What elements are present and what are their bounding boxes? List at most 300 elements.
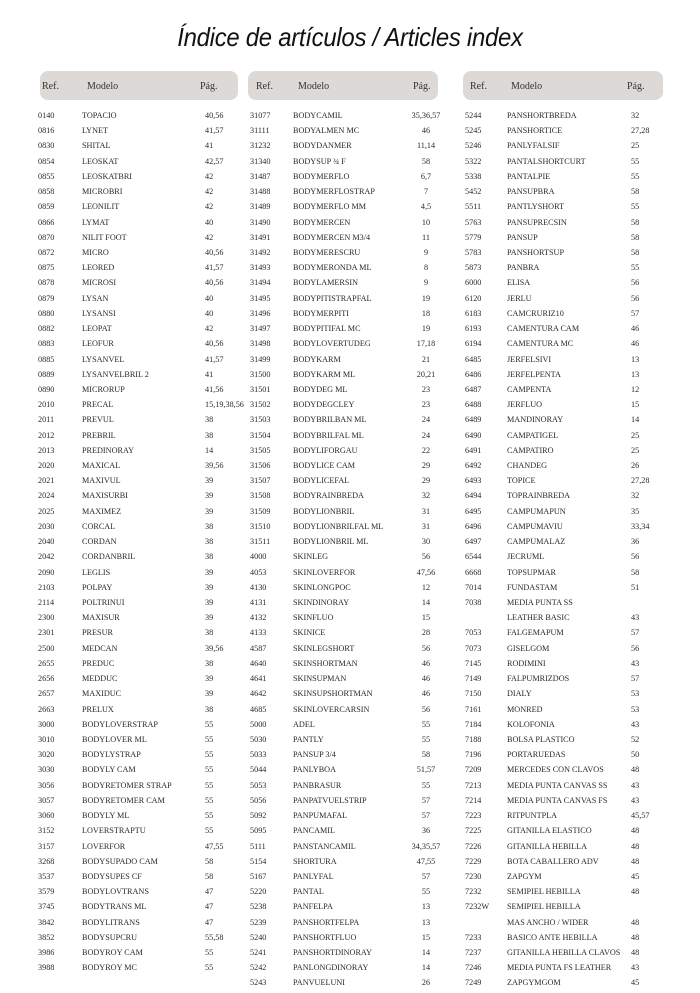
ref-cell: 2042	[38, 552, 55, 562]
ref-cell: 31508	[250, 491, 271, 501]
ref-cell: 2103	[38, 582, 55, 592]
ref-cell: 6487	[465, 384, 482, 394]
ref-cell: 3060	[38, 811, 55, 821]
pag-cell: 38	[205, 521, 214, 531]
pag-cell: 57	[421, 795, 431, 805]
ref-cell: 0830	[38, 141, 55, 151]
index-row	[248, 749, 438, 764]
modelo-cell: PANTLYSHORT	[507, 202, 565, 212]
pag-cell: 30	[421, 537, 431, 547]
index-row	[40, 673, 238, 688]
pag-cell: 43	[631, 963, 640, 973]
pag-cell: 58	[205, 871, 214, 881]
index-row	[463, 521, 663, 536]
pag-cell: 43	[631, 719, 640, 729]
pag-cell: 41	[205, 141, 214, 151]
index-row	[40, 643, 238, 658]
modelo-cell: BOTA CABALLERO ADV	[507, 856, 599, 866]
modelo-cell: LEONILIT	[82, 202, 120, 212]
pag-cell: 55	[205, 750, 214, 760]
modelo-cell: BODYSUPCRU	[82, 932, 138, 942]
index-row	[40, 430, 238, 445]
ref-cell: 2656	[38, 674, 55, 684]
index-row	[248, 262, 438, 277]
index-row	[40, 901, 238, 916]
index-row	[463, 354, 663, 369]
index-row	[40, 354, 238, 369]
ref-cell: 0870	[38, 232, 55, 242]
ref-cell: 6193	[465, 324, 482, 334]
ref-cell: 7213	[465, 780, 482, 790]
index-row	[463, 490, 663, 505]
modelo-cell: PANPUMAFAL	[293, 811, 348, 821]
index-row	[463, 232, 663, 247]
ref-cell: 2657	[38, 689, 55, 699]
index-row	[40, 719, 238, 734]
pag-cell: 51,57	[416, 765, 436, 775]
header-ref: Ref.	[256, 81, 273, 92]
ref-cell: 5220	[250, 887, 267, 897]
index-row	[40, 232, 238, 247]
index-row	[248, 567, 438, 582]
pag-cell: 58	[421, 156, 431, 166]
ref-cell: 0878	[38, 278, 55, 288]
pag-cell: 39	[205, 506, 214, 516]
ref-cell: 0859	[38, 202, 55, 212]
pag-cell: 42	[205, 187, 214, 197]
ref-cell: 3020	[38, 750, 55, 760]
pag-cell: 15	[421, 932, 431, 942]
pag-cell: 55	[205, 826, 214, 836]
modelo-cell: PREDINORAY	[82, 445, 135, 455]
ref-cell: 5763	[465, 217, 482, 227]
index-row	[40, 704, 238, 719]
ref-cell: 5239	[250, 917, 267, 927]
modelo-cell: MAXICAL	[82, 461, 121, 471]
header-pag: Pág.	[627, 81, 645, 92]
index-row	[463, 217, 663, 232]
header-pag: Pág.	[413, 81, 431, 92]
pag-cell: 45	[631, 978, 640, 988]
index-row	[463, 627, 663, 642]
index-row	[40, 856, 238, 871]
index-row	[248, 323, 438, 338]
index-row	[463, 262, 663, 277]
ref-cell: 5783	[465, 247, 482, 257]
index-row	[40, 932, 238, 947]
pag-cell: 9	[423, 247, 429, 257]
ref-cell: 7230	[465, 871, 482, 881]
pag-cell: 38	[205, 537, 214, 547]
pag-cell: 22	[421, 445, 431, 455]
modelo-cell: BODYLIONBRILFAL ML	[293, 521, 384, 531]
pag-cell: 21	[421, 354, 431, 364]
index-row	[463, 932, 663, 947]
pag-cell: 12	[421, 582, 431, 592]
ref-cell: 5245	[465, 126, 482, 136]
pag-cell: 58	[631, 567, 640, 577]
ref-cell: 6668	[465, 567, 482, 577]
ref-cell: 6544	[465, 552, 482, 562]
pag-cell: 10	[421, 217, 431, 227]
index-row	[463, 414, 663, 429]
pag-cell: 58	[421, 750, 431, 760]
ref-cell: 7232	[465, 887, 482, 897]
ref-cell: 2013	[38, 445, 55, 455]
index-row	[248, 551, 438, 566]
index-row	[463, 293, 663, 308]
index-row	[248, 825, 438, 840]
index-row	[248, 962, 438, 977]
index-row	[40, 597, 238, 612]
modelo-cell: SKINLEGSHORT	[293, 643, 355, 653]
modelo-cell: LYSANVELBRIL 2	[82, 369, 149, 379]
index-row	[463, 719, 663, 734]
index-row	[463, 171, 663, 186]
index-row	[40, 551, 238, 566]
index-row	[463, 764, 663, 779]
ref-cell: 31501	[250, 384, 271, 394]
modelo-cell: BODYCAMIL	[293, 111, 343, 120]
header-modelo: Modelo	[511, 81, 543, 92]
pag-cell: 55	[631, 202, 640, 212]
modelo-cell: PREVUL	[82, 415, 114, 425]
index-row	[248, 886, 438, 901]
ref-cell: 4640	[250, 658, 267, 668]
ref-cell: 4131	[250, 598, 267, 607]
pag-cell: 48	[631, 917, 640, 927]
modelo-cell: BASICO ANTE HEBILLA	[507, 932, 598, 942]
index-row	[463, 688, 663, 703]
pag-cell: 57	[631, 674, 640, 684]
index-row	[463, 901, 663, 916]
ref-cell: 6194	[465, 339, 482, 349]
ref-cell: 0885	[38, 354, 55, 364]
modelo-cell: PANVUELUNI	[293, 978, 346, 988]
modelo-cell: MEDCAN	[82, 643, 118, 653]
index-row	[463, 125, 663, 140]
index-row	[40, 780, 238, 795]
ref-cell: 31111	[250, 126, 270, 136]
ref-cell: 5242	[250, 963, 267, 973]
ref-cell: 0855	[38, 171, 55, 181]
pag-cell: 55	[205, 795, 214, 805]
index-row	[40, 567, 238, 582]
index-row	[40, 871, 238, 886]
index-row	[248, 232, 438, 247]
pag-cell: 34,35,57	[411, 841, 441, 851]
modelo-cell: PANSHORTFLUO	[293, 932, 357, 942]
ref-cell: 5243	[250, 978, 267, 988]
modelo-cell: BODYRETOMER STRAP	[82, 780, 172, 790]
pag-cell: 15	[631, 400, 640, 410]
modelo-cell: LEOFUR	[82, 339, 114, 349]
ref-cell: 2040	[38, 537, 55, 547]
ref-cell: 31487	[250, 171, 271, 181]
modelo-cell: KOLOFONIA	[507, 719, 555, 729]
pag-cell: 11,14	[416, 141, 436, 151]
pag-cell: 17,18	[416, 339, 436, 349]
index-row	[463, 673, 663, 688]
index-row	[248, 110, 441, 125]
index-row	[40, 140, 238, 155]
ref-cell: 0875	[38, 263, 55, 273]
modelo-cell: BODYLICEFAL	[293, 476, 350, 486]
ref-cell: 3579	[38, 887, 55, 897]
index-row	[40, 962, 238, 977]
modelo-cell: TOPACIO	[82, 111, 117, 120]
modelo-cell: RITPUNTPLA	[507, 811, 558, 821]
modelo-cell: BODYMERFLO	[293, 171, 350, 181]
index-row	[40, 460, 238, 475]
pag-cell: 47	[205, 917, 214, 927]
index-row	[248, 856, 438, 871]
index-row	[463, 780, 663, 795]
ref-cell: 6489	[465, 415, 482, 425]
pag-cell: 56	[421, 552, 431, 562]
index-rows	[463, 110, 663, 993]
index-row	[463, 977, 663, 992]
pag-cell: 48	[631, 826, 640, 836]
ref-cell: 7223	[465, 811, 482, 821]
modelo-cell: PANSUP 3/4	[293, 750, 336, 760]
pag-cell: 55	[421, 780, 431, 790]
modelo-cell: BODYLAMERSIN	[293, 278, 359, 288]
ref-cell: 0140	[38, 111, 55, 120]
ref-cell: 5338	[465, 171, 482, 181]
ref-cell: 5000	[250, 719, 267, 729]
index-row	[40, 658, 238, 673]
ref-cell: 7229	[465, 856, 482, 866]
modelo-cell: MANDINORAY	[507, 415, 564, 425]
modelo-cell: JECRUML	[507, 552, 545, 562]
pag-cell: 38	[205, 415, 214, 425]
ref-cell: 2012	[38, 430, 55, 440]
pag-cell: 42,57	[205, 156, 224, 166]
pag-cell: 14	[421, 948, 431, 958]
pag-cell: 42	[205, 202, 214, 212]
pag-cell: 32	[631, 491, 640, 501]
modelo-cell: CHANDEG	[507, 461, 548, 471]
modelo-cell: PANTALPIE	[507, 171, 551, 181]
index-row	[248, 338, 438, 353]
pag-cell: 42	[205, 324, 214, 334]
modelo-cell: PANSHORTBREDA	[507, 111, 577, 120]
modelo-cell: CAMENTURA MC	[507, 339, 574, 349]
ref-cell: 7188	[465, 734, 482, 744]
modelo-cell: BODYMERFLOSTRAP	[293, 187, 375, 197]
modelo-cell: BODYPITISTRAPFAL	[293, 293, 372, 303]
pag-cell: 13	[421, 902, 431, 912]
pag-cell: 55	[631, 171, 640, 181]
modelo-cell: PANBRASUR	[293, 780, 342, 790]
index-row	[463, 156, 663, 171]
modelo-cell: BODYMERPITI	[293, 308, 349, 318]
header-ref: Ref.	[42, 81, 59, 92]
index-row	[248, 521, 438, 536]
modelo-cell: MONRED	[507, 704, 543, 714]
pag-cell: 6,7	[420, 171, 432, 181]
modelo-cell: PANSUPRECSIN	[507, 217, 567, 227]
modelo-cell: PANSUP	[507, 232, 538, 242]
index-row	[248, 871, 438, 886]
pag-cell: 35	[631, 506, 640, 516]
index-row	[463, 338, 663, 353]
ref-cell: 7225	[465, 826, 482, 836]
index-row	[463, 886, 663, 901]
modelo-cell: PANLYFALSIF	[507, 141, 560, 151]
ref-cell: 31505	[250, 445, 271, 455]
index-row	[40, 490, 238, 505]
index-row	[40, 810, 238, 825]
ref-cell: 5511	[465, 202, 482, 212]
modelo-cell: BODYRETOMER CAM	[82, 795, 165, 805]
pag-cell: 50	[631, 750, 640, 760]
ref-cell: 6493	[465, 476, 482, 486]
pag-cell: 58	[631, 247, 640, 257]
ref-cell: 3268	[38, 856, 55, 866]
modelo-cell: PANPATVUELSTRIP	[293, 795, 367, 805]
index-row	[248, 247, 438, 262]
ref-cell: 7214	[465, 795, 482, 805]
ref-cell: 5111	[250, 841, 266, 851]
index-row	[248, 597, 438, 612]
ref-cell: 31509	[250, 506, 271, 516]
modelo-cell: BODYLOVERSTRAP	[82, 719, 158, 729]
pag-cell: 26	[631, 461, 640, 471]
modelo-cell: SKINLOVERCARSIN	[293, 704, 370, 714]
modelo-cell: LEOPAT	[82, 324, 112, 334]
index-row	[248, 506, 438, 521]
index-row	[248, 947, 438, 962]
modelo-cell: FUNDASTAM	[507, 582, 558, 592]
modelo-cell: LOVERFOR	[82, 841, 126, 851]
pag-cell: 13	[421, 917, 431, 927]
modelo-cell: MAXISUR	[82, 613, 120, 623]
ref-cell: 6494	[465, 491, 482, 501]
pag-cell: 58	[631, 232, 640, 242]
modelo-cell: PANCAMIL	[293, 826, 336, 836]
index-row	[38, 399, 244, 414]
pag-cell: 38	[205, 552, 214, 562]
index-row	[40, 277, 238, 292]
modelo-cell: SKINDINORAY	[293, 598, 350, 607]
modelo-cell: SHITAL	[82, 141, 111, 151]
modelo-cell: MICRORUP	[82, 384, 125, 394]
index-row	[463, 308, 663, 323]
ref-cell: 0880	[38, 308, 55, 318]
index-column-2	[248, 71, 441, 993]
modelo-cell: PREDUC	[82, 658, 115, 668]
pag-cell: 46	[631, 339, 640, 349]
ref-cell: 6183	[465, 308, 482, 318]
modelo-cell: RODIMINI	[507, 658, 546, 668]
index-row	[248, 354, 438, 369]
ref-cell: 2300	[38, 613, 55, 623]
modelo-cell: BODYLIFORGAU	[293, 445, 358, 455]
modelo-cell: MAXIMEZ	[82, 506, 122, 516]
ref-cell: 6488	[465, 400, 482, 410]
pag-cell: 57	[421, 811, 431, 821]
pag-cell: 55	[631, 263, 640, 273]
pag-cell: 14	[421, 598, 431, 607]
column-header	[40, 71, 238, 100]
pag-cell: 29	[421, 476, 431, 486]
ref-cell: 0879	[38, 293, 55, 303]
ref-cell: 31503	[250, 415, 271, 425]
modelo-cell: PANTLY	[293, 734, 324, 744]
pag-cell: 41,57	[205, 126, 224, 136]
modelo-cell: BODYLOVER ML	[82, 734, 147, 744]
modelo-cell: BODYBRILFAL ML	[293, 430, 364, 440]
index-row	[40, 536, 238, 551]
ref-cell: 7233	[465, 932, 482, 942]
ref-cell: 3010	[38, 734, 55, 744]
ref-cell: 5244	[465, 111, 482, 120]
index-row	[40, 247, 238, 262]
ref-cell: 7014	[465, 582, 482, 592]
ref-cell: 7161	[465, 704, 482, 714]
ref-cell: 6485	[465, 354, 482, 364]
pag-cell: 18	[421, 308, 431, 318]
index-column-1	[38, 71, 244, 977]
index-rows	[38, 110, 244, 977]
ref-cell: 2024	[38, 491, 55, 501]
modelo-cell: BODYLY CAM	[82, 765, 136, 775]
modelo-cell: CAMPATIGEL	[507, 430, 559, 440]
ref-cell: 31491	[250, 232, 271, 242]
pag-cell: 56	[421, 704, 431, 714]
index-row	[248, 536, 438, 551]
modelo-cell: BODYROY CAM	[82, 948, 143, 958]
ref-cell: 3157	[38, 841, 55, 851]
pag-cell: 46	[421, 674, 431, 684]
pag-cell: 48	[631, 765, 640, 775]
ref-cell: 0890	[38, 384, 55, 394]
modelo-cell: PANLYBOA	[293, 765, 337, 775]
ref-cell: 31499	[250, 354, 271, 364]
modelo-cell: LYSAN	[82, 293, 109, 303]
ref-cell: 2030	[38, 521, 55, 531]
index-row	[463, 186, 663, 201]
modelo-cell: LEATHER BASIC	[507, 613, 570, 623]
modelo-cell: BOLSA PLASTICO	[507, 734, 575, 744]
ref-cell: 5033	[250, 750, 267, 760]
ref-cell: 5779	[465, 232, 482, 242]
pag-cell: 32	[421, 491, 431, 501]
pag-cell: 56	[631, 293, 640, 303]
ref-cell: 6492	[465, 461, 482, 471]
index-row	[463, 369, 663, 384]
index-row	[248, 201, 438, 216]
ref-cell: 7237	[465, 948, 482, 958]
pag-cell: 11	[422, 232, 430, 242]
index-row	[40, 308, 238, 323]
index-row	[40, 627, 238, 642]
ref-cell: 31510	[250, 521, 271, 531]
pag-cell: 40	[205, 217, 214, 227]
index-row	[248, 140, 438, 155]
pag-cell: 39	[205, 567, 214, 577]
ref-cell: 31340	[250, 156, 271, 166]
ref-cell: 5056	[250, 795, 267, 805]
index-row	[463, 810, 663, 825]
index-row	[248, 688, 438, 703]
modelo-cell: ELISA	[507, 278, 531, 288]
index-row	[463, 704, 663, 719]
index-row	[40, 886, 238, 901]
ref-cell: 7149	[465, 674, 482, 684]
